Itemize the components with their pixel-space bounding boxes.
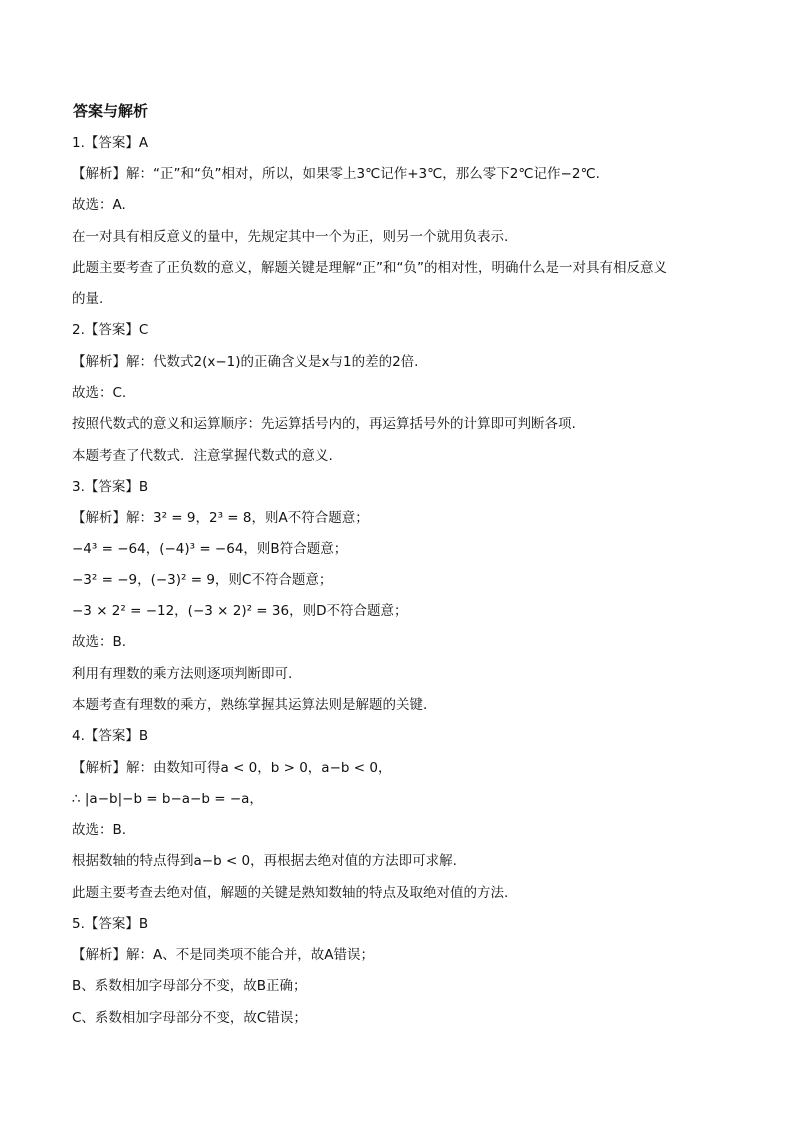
q2-analysis: 【解析】解：代数式2(x−1)的正确含义是x与1的差的2倍.: [72, 354, 419, 370]
q4-analysis: 【解析】解：由数知可得a < 0，b > 0，a−b < 0，: [72, 760, 392, 776]
q5-analysis-a: 【解析】解：A、不是同类项不能合并，故A错误；: [72, 947, 374, 963]
q4-derivation: ∴ |a−b|−b = b−a−b = −a，: [72, 791, 263, 807]
q4-method: 根据数轴的特点得到a−b < 0，再根据去绝对值的方法即可求解.: [72, 853, 457, 869]
q2-method: 按照代数式的意义和运算顺序：先运算括号内的，再运算括号外的计算即可判断各项.: [72, 416, 576, 432]
q3-method: 利用有理数的乘方法则逐项判断即可.: [72, 666, 293, 682]
q1-answer: 1.【答案】A: [72, 135, 149, 151]
q5-analysis-b: B、系数相加字母部分不变，故B正确；: [72, 978, 307, 994]
q3-summary: 本题考查有理数的乘方，熟练掌握其运算法则是解题的关键.: [72, 697, 428, 713]
q1-method: 在一对具有相反意义的量中，先规定其中一个为正，则另一个就用负表示.: [72, 229, 509, 245]
q3-choice: 故选：B.: [72, 634, 127, 650]
q3-analysis-c: −3² = −9，(−3)² = 9，则C不符合题意；: [72, 572, 333, 588]
q3-answer: 3.【答案】B: [72, 479, 149, 495]
q1-choice: 故选：A.: [72, 197, 126, 213]
q1-analysis: 【解析】解：“正”和“负”相对，所以，如果零上3℃记作+3℃，那么零下2℃记作−2℃.: [72, 166, 600, 182]
q5-analysis-c: C、系数相加字母部分不变，故C错误；: [72, 1010, 307, 1026]
q2-summary: 本题考查了代数式．注意掌握代数式的意义.: [72, 448, 333, 464]
q3-analysis-b: −4³ = −64，(−4)³ = −64，则B符合题意；: [72, 541, 348, 557]
q2-choice: 故选：C.: [72, 385, 127, 401]
q4-choice: 故选：B.: [72, 822, 127, 838]
q1-summary-cont: 的量.: [72, 291, 104, 307]
q3-analysis-a: 【解析】解：3² = 9，2³ = 8，则A不符合题意；: [72, 510, 369, 526]
q3-analysis-d: −3 × 2² = −12，(−3 × 2)² = 36，则D不符合题意；: [72, 603, 408, 619]
q1-summary: 此题主要考查了正负数的意义，解题关键是理解“正”和“负”的相对性，明确什么是一对具有相反意义: [72, 260, 667, 276]
q4-summary: 此题主要考查去绝对值，解题的关键是熟知数轴的特点及取绝对值的方法.: [72, 885, 509, 901]
q4-answer: 4.【答案】B: [72, 728, 149, 744]
q5-answer: 5.【答案】B: [72, 916, 149, 932]
section-title: 答案与解析: [73, 102, 149, 120]
q2-answer: 2.【答案】C: [72, 322, 149, 338]
